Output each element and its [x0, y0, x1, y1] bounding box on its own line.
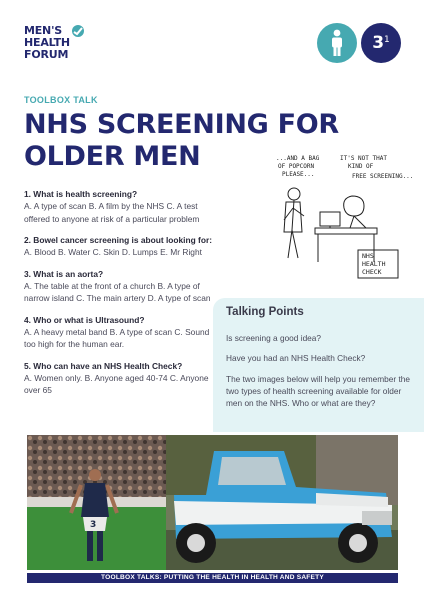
cartoon-sign-line-1: NHS [362, 252, 374, 260]
cartoon-speech-right-1: IT'S NOT THAT [340, 155, 387, 162]
quiz-question: 3. What is an aorta? [24, 268, 104, 279]
quiz-question: 2. Bowel cancer screening is about looking for: [24, 235, 213, 245]
page-title: NHS SCREENING FOR OLDER MEN [24, 109, 339, 172]
person-icon [317, 23, 357, 63]
issue-number-superscript: 1 [384, 35, 390, 45]
quiz-item [24, 268, 222, 305]
quiz-question: 1. What is health screening? [24, 189, 138, 199]
quiz-item [24, 234, 222, 259]
cartoon-sign-line-3: CHECK [362, 268, 382, 276]
cartoon-speech-left-2: OF POPCORN [278, 163, 315, 170]
kicker-label: TOOLBOX TALK [24, 95, 98, 105]
quiz-answers: A. Blood B. Water C. Skin D. Lumps E. Mr Right [24, 247, 202, 257]
cartoon-sign-line-2: HEALTH [362, 260, 386, 268]
cartoon-speech-left-1: ...AND A BAG [276, 155, 320, 162]
talking-point-1: Is screening a good idea? [226, 333, 322, 343]
quiz-answers: A. Women only. B. Anyone aged 40-74 C. Anyone over 65 [24, 372, 209, 395]
issue-number-badge [361, 23, 401, 63]
footballer-photo [27, 435, 166, 570]
quiz-question: 5. Who can have an NHS Health Check? [24, 360, 183, 371]
quiz-item [24, 360, 222, 397]
talking-points-panel [213, 298, 424, 432]
quiz-answers: A. The table at the front of a church B. A type of narrow island C. The main artery D. A type of scan [24, 280, 211, 303]
quiz-answers: A. A heavy metal band B. A type of scan C. Sound too high for the human ear. [24, 326, 210, 349]
svg-text:3: 3 [90, 520, 97, 530]
quiz-list [24, 188, 222, 406]
footer-banner: TOOLBOX TALKS: PUTTING THE HEALTH IN HEALTH AND SAFETY [27, 573, 398, 583]
talking-points-title: Talking Points [226, 306, 304, 318]
quiz-item [24, 188, 222, 225]
quiz-question: 4. Who or what is Ultrasound? [24, 314, 145, 325]
cartoon-illustration [270, 150, 420, 285]
cartoon-speech-right-2: KIND OF [348, 163, 374, 170]
issue-number: 3 [372, 33, 385, 53]
logo-line-3: FORUM [24, 48, 69, 61]
quiz-answers: A. A type of scan B. A film by the NHS C. A test offered to anyone at risk of a particular problem [24, 201, 200, 224]
logo-swoosh-icon [71, 24, 85, 38]
cartoon-speech-left-3: PLEASE... [282, 171, 315, 178]
talking-point-3: The two images below will help you remember the two types of health screening available for older men on the NHS. Who or what are they? [226, 374, 410, 408]
cartoon-speech-right-3: FREE SCREENING... [352, 173, 414, 180]
quiz-item [24, 314, 222, 351]
logo-line-2: HEALTH [24, 36, 70, 49]
mens-health-forum-logo [24, 25, 88, 65]
logo-line-1: MEN'S [24, 24, 62, 37]
dodge-truck-photo [166, 435, 398, 570]
talking-point-2: Have you had an NHS Health Check? [226, 353, 366, 363]
